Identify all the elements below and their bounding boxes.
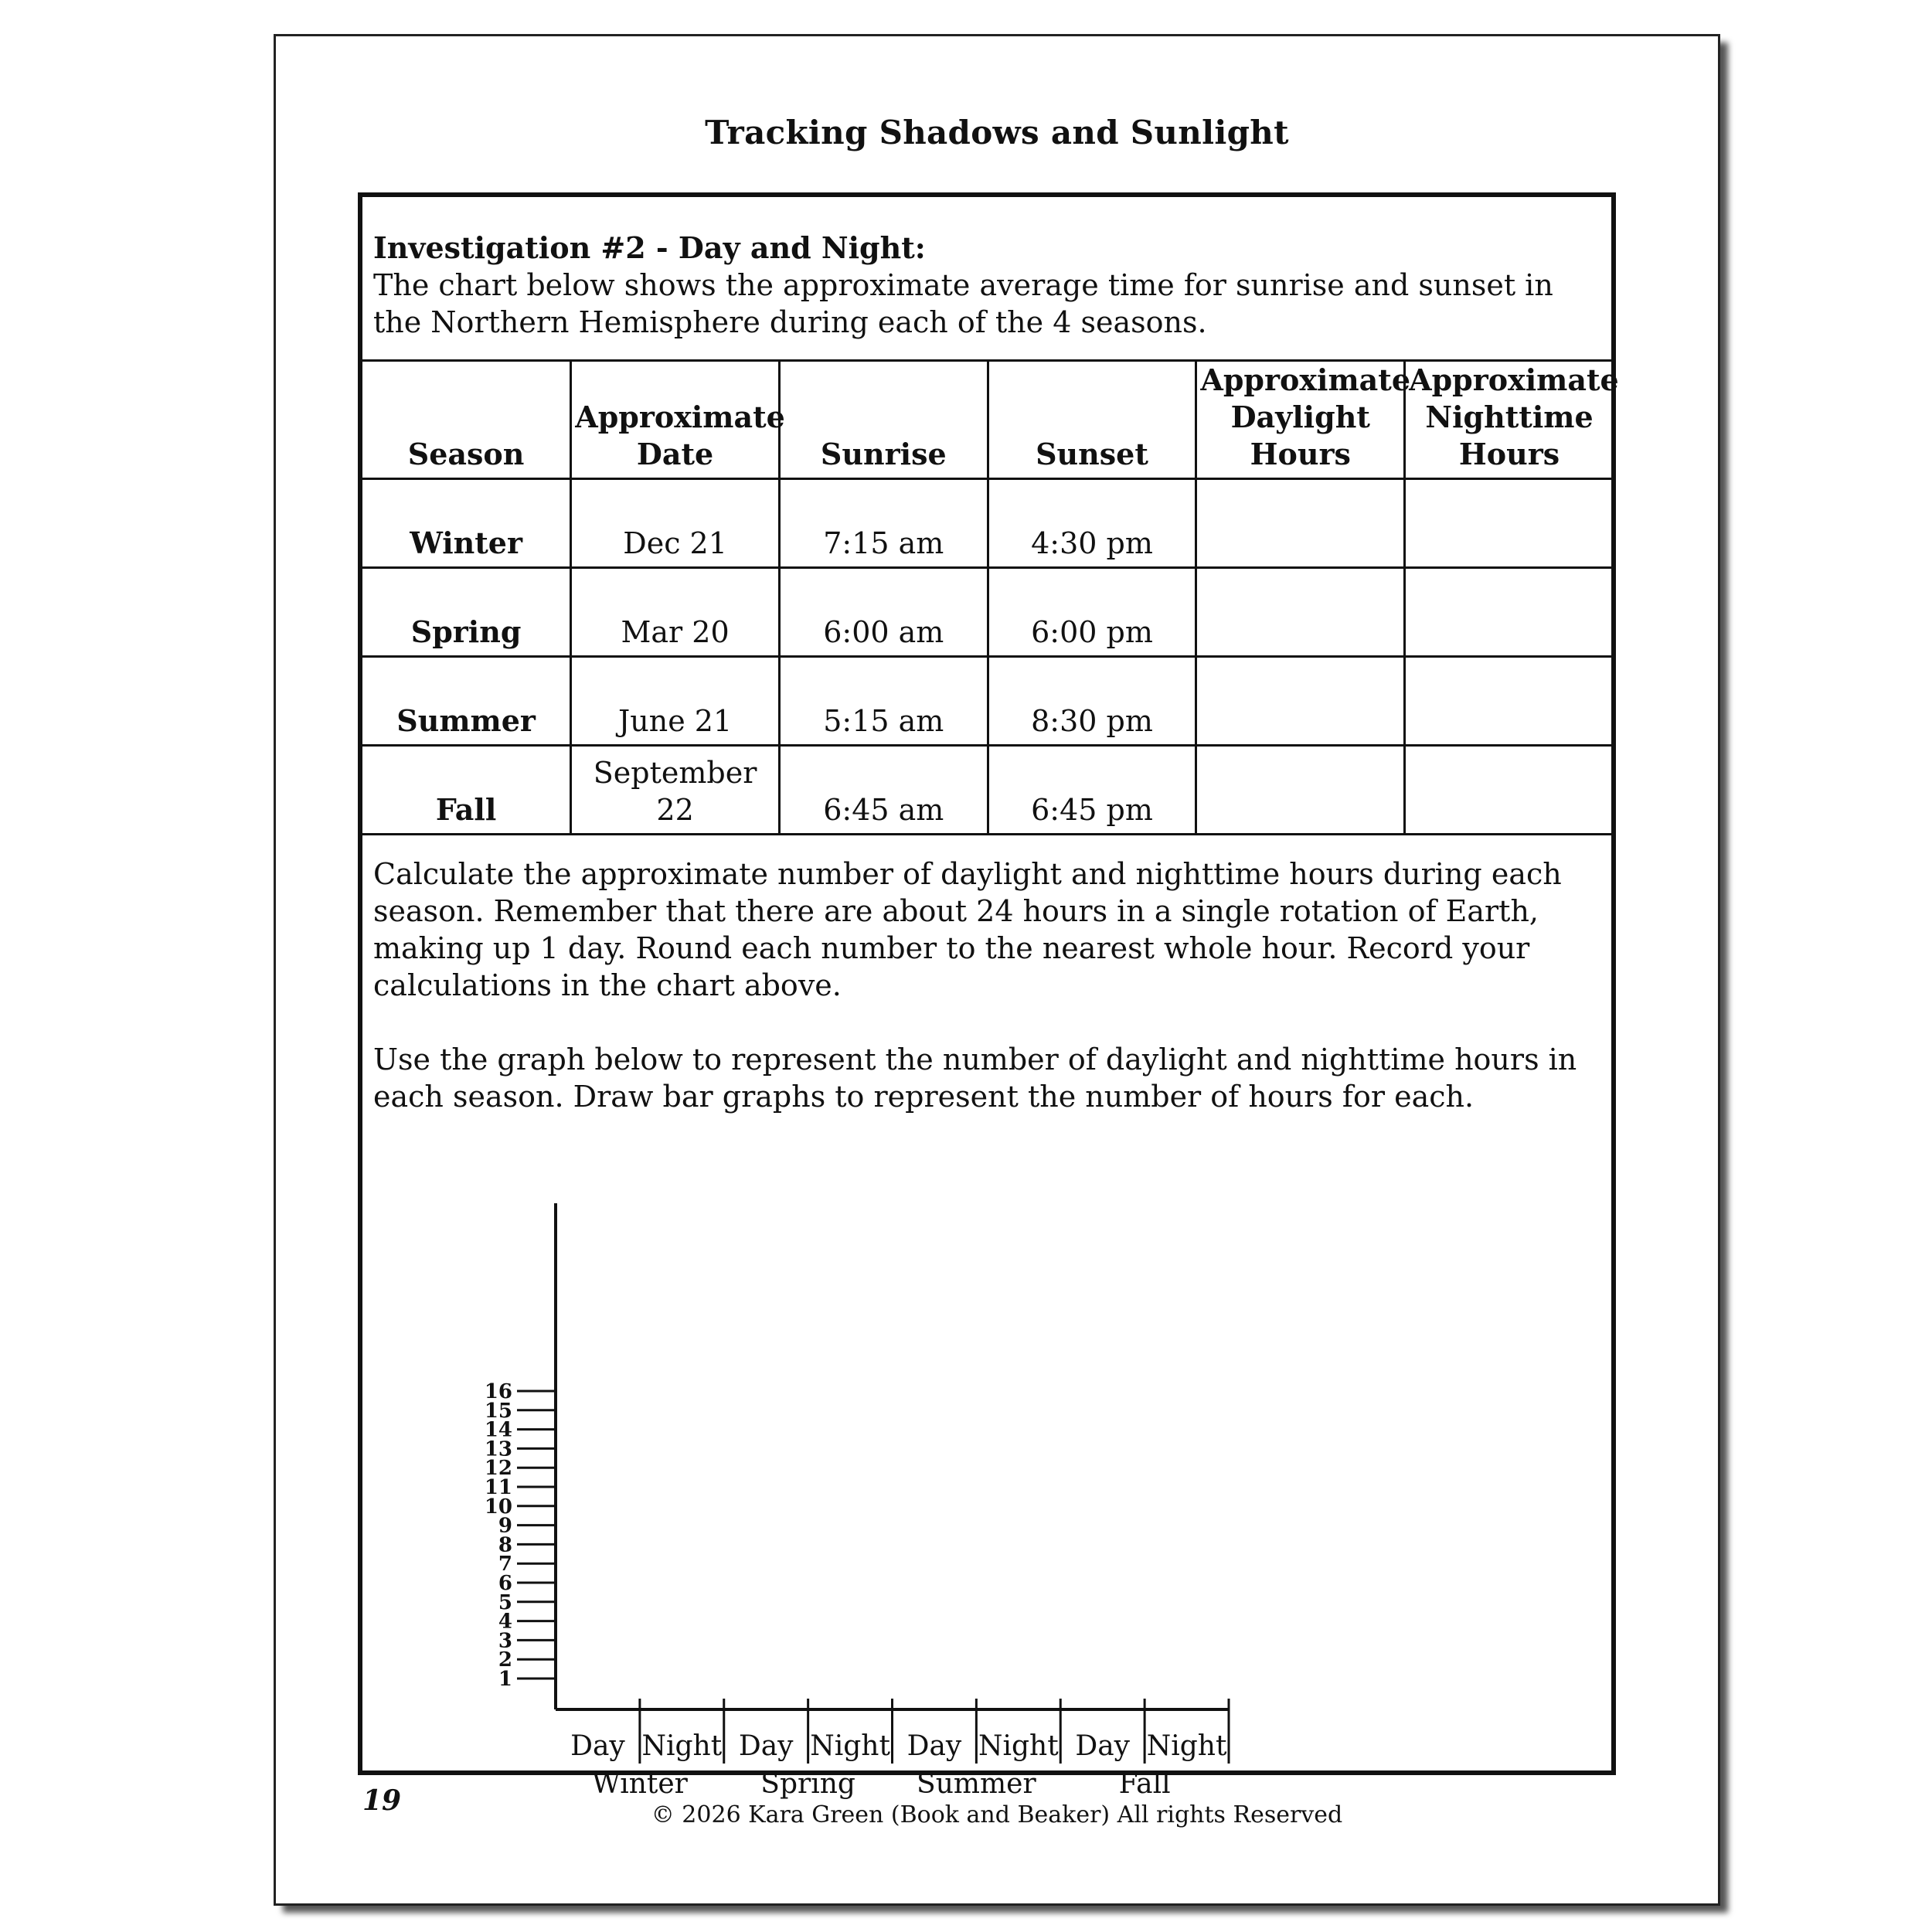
sunrise-cell: 7:15 am xyxy=(779,479,988,568)
sunrise-cell: 6:00 am xyxy=(779,568,988,657)
sunset-cell: 6:45 pm xyxy=(988,746,1196,835)
y-tick-label: 3 xyxy=(498,1629,512,1653)
y-tick-label: 10 xyxy=(484,1495,512,1519)
header-date: Approximate Date xyxy=(571,361,780,479)
y-tick-label: 11 xyxy=(484,1476,512,1499)
y-tick-label: 15 xyxy=(484,1399,512,1423)
header-season: Season xyxy=(362,361,571,479)
x-group-label: Fall xyxy=(1118,1768,1171,1800)
y-tick-label: 8 xyxy=(498,1533,512,1557)
x-group-label: Summer xyxy=(917,1768,1036,1800)
x-category-label: Night xyxy=(810,1730,890,1762)
y-tick-label: 4 xyxy=(498,1610,512,1634)
investigation-heading: Investigation #2 - Day and Night: xyxy=(373,230,926,265)
sunrise-cell: 5:15 am xyxy=(779,657,988,746)
y-tick-label: 16 xyxy=(484,1380,512,1403)
x-group-label: Spring xyxy=(760,1768,855,1800)
investigation-text: The chart below shows the approximate average time for sunrise and sunset in the Northern Hemisphere during each of the 4 seasons. xyxy=(373,268,1553,339)
bar-graph[interactable] xyxy=(362,197,1611,1800)
date-cell: Mar 20 xyxy=(571,568,780,657)
page-title: Tracking Shadows and Sunlight xyxy=(705,114,1289,151)
y-tick-label: 7 xyxy=(498,1553,512,1577)
sunrise-cell: 6:45 am xyxy=(779,746,988,835)
date-cell: Dec 21 xyxy=(571,479,780,568)
x-category-label: Night xyxy=(1146,1730,1227,1762)
sunset-cell: 6:00 pm xyxy=(988,568,1196,657)
y-tick-label: 5 xyxy=(498,1590,512,1614)
instructions-calculate: Calculate the approximate number of daylight and nighttime hours during each season. Remember that there are about 24 hours in a single rotation of Earth, making up 1 day. Round each number to the nearest whole hour. Record your calculations in the chart above. xyxy=(373,857,1562,1002)
season-cell: Spring xyxy=(362,568,571,657)
season-cell: Summer xyxy=(362,657,571,746)
x-category-label: Night xyxy=(641,1730,723,1762)
worksheet-page xyxy=(274,34,1720,1906)
season-cell: Winter xyxy=(362,479,571,568)
date-cell: June 21 xyxy=(571,657,780,746)
x-category-label: Day xyxy=(1075,1730,1131,1762)
y-tick-label: 14 xyxy=(484,1418,512,1442)
y-tick-label: 1 xyxy=(498,1668,512,1691)
y-tick-label: 13 xyxy=(484,1437,512,1461)
sunset-cell: 4:30 pm xyxy=(988,479,1196,568)
y-tick-label: 2 xyxy=(498,1648,512,1672)
sunset-cell: 8:30 pm xyxy=(988,657,1196,746)
page-number: 19 xyxy=(362,1784,402,1817)
header-nighttime: Approximate Nighttime Hours xyxy=(1405,361,1613,479)
y-tick-label: 9 xyxy=(498,1514,512,1538)
x-category-label: Day xyxy=(738,1730,794,1762)
x-category-label: Night xyxy=(978,1730,1059,1762)
x-category-label: Day xyxy=(570,1730,625,1762)
instructions-graph: Use the graph below to represent the number of daylight and nighttime hours in each season. Draw bar graphs to represent the number of hours for each. xyxy=(373,1043,1577,1114)
investigation-box xyxy=(358,192,1619,1800)
header-daylight: Approximate Daylight Hours xyxy=(1196,361,1405,479)
date-cell: September 22 xyxy=(571,746,780,835)
x-group-label: Winter xyxy=(591,1768,688,1800)
header-sunset: Sunset xyxy=(988,361,1196,479)
header-sunrise: Sunrise xyxy=(779,361,988,479)
copyright: © 2026 Kara Green (Book and Beaker) All rights Reserved xyxy=(651,1801,1343,1828)
y-tick-label: 12 xyxy=(484,1457,512,1481)
y-tick-label: 6 xyxy=(498,1572,512,1595)
season-cell: Fall xyxy=(362,746,571,835)
x-category-label: Day xyxy=(906,1730,962,1762)
